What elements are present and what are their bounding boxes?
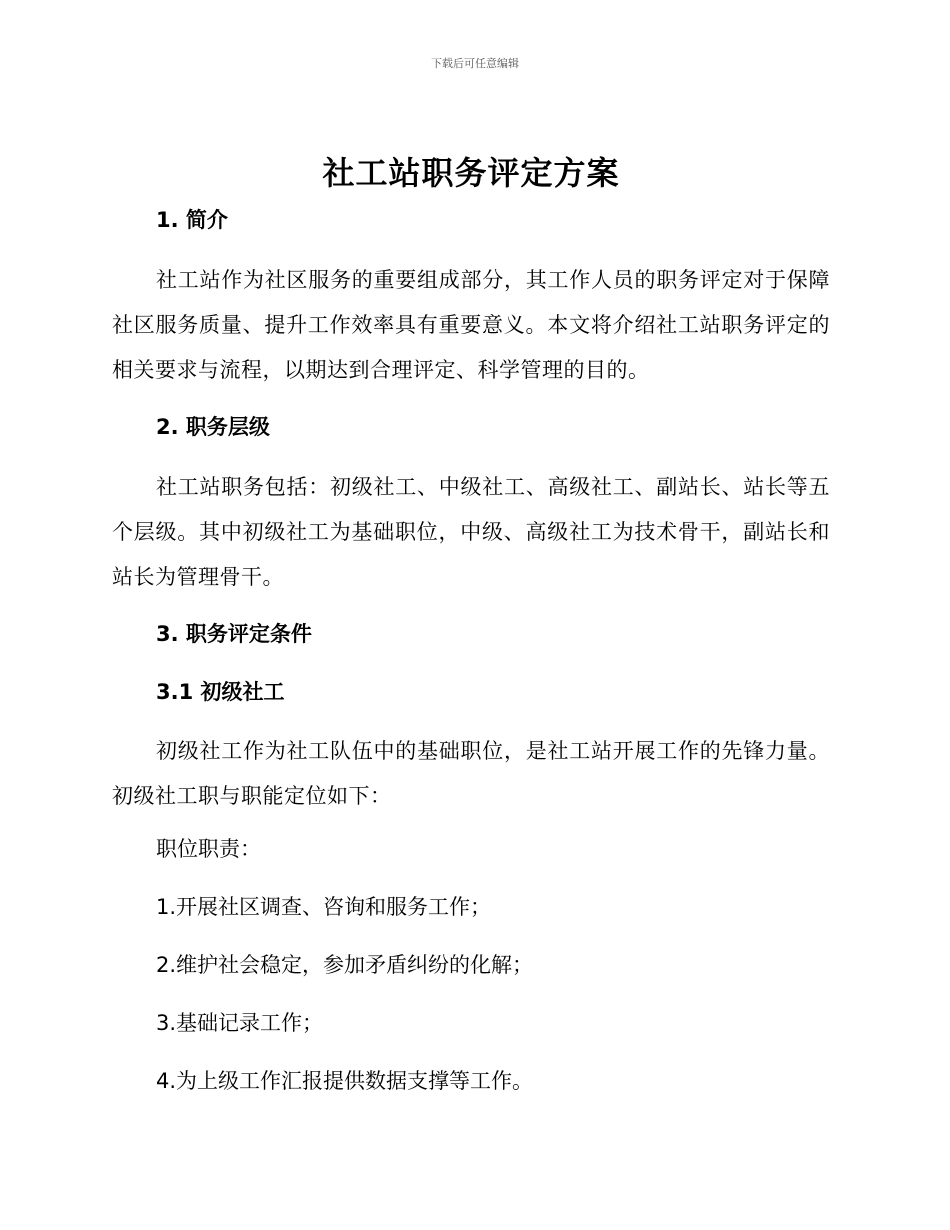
section-heading-levels: 2. 职务层级 — [156, 415, 270, 439]
list-item: 2.维护社会稳定，参加矛盾纠纷的化解； — [156, 953, 534, 977]
section-heading-intro: 1. 简介 — [156, 208, 228, 232]
document-body — [112, 145, 830, 1096]
list-item: 3.基础记录工作； — [156, 1011, 324, 1035]
list-item: 4.为上级工作汇报提供数据支撑等工作。 — [156, 1069, 534, 1093]
subsection-heading-junior: 3.1 初级社工 — [156, 680, 285, 704]
section-body-intro: 社工站作为社区服务的重要组成部分，其工作人员的职务评定对于保障社区服务质量、提升工作效率具有重要意义。本文将介绍社工站职务评定的相关要求与流程，以期达到合理评定、科学管理的目的。 — [112, 268, 830, 382]
subsection-body-junior: 初级社工作为社工队伍中的基础职位，是社工站开展工作的先锋力量。初级社工职与职能定位如下： — [112, 739, 830, 808]
list-item: 1.开展社区调查、咨询和服务工作； — [156, 895, 492, 919]
duties-label: 职位职责： — [156, 837, 261, 861]
document-title: 社工站职务评定方案 — [322, 154, 620, 192]
header-note: 下载后可任意编辑 — [431, 57, 519, 70]
section-body-levels: 社工站职务包括：初级社工、中级社工、高级社工、副站长、站长等五个层级。其中初级社工为基础职位，中级、高级社工为技术骨干，副站长和站长为管理骨干。 — [112, 475, 830, 589]
section-heading-criteria: 3. 职务评定条件 — [156, 622, 312, 646]
